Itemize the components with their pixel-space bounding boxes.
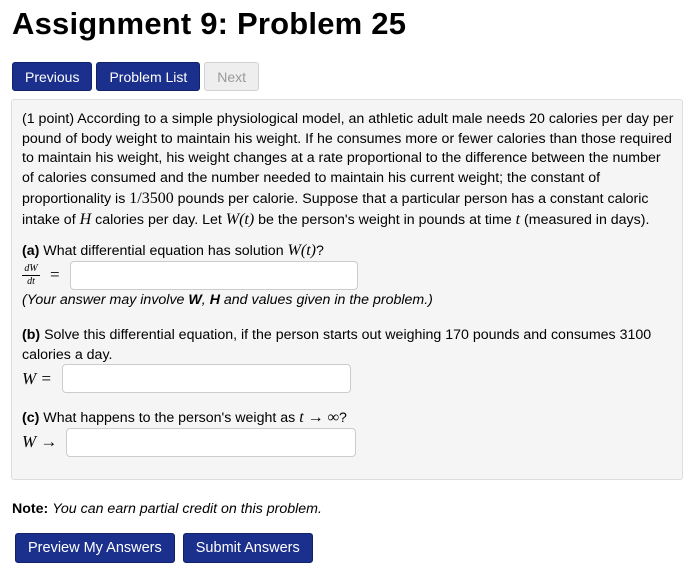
points-label: (1 point)	[22, 111, 75, 127]
part-c-prefix: W →	[22, 432, 58, 451]
part-c-label: (c)	[22, 410, 40, 426]
fraction-denominator: dt	[27, 276, 35, 287]
note-label: Note:	[12, 501, 49, 517]
statement-text-2: pounds per calorie. Suppose that a particular person has a constant caloric intake of	[22, 190, 649, 228]
next-button: Next	[204, 62, 259, 91]
statement-text-1: According to a simple physiological model, an athletic adult male needs 20 calories per day per pound of body weight to maintain his weight. If he consumes more or fewer calories than those required to maintain his weight, his weight changes at a rate proportional to the difference between the number of calories consumed and the number needed to maintain his current weight; the constant of proportionality is	[22, 111, 674, 207]
part-a-question	[22, 242, 324, 260]
answer-actions	[15, 533, 313, 563]
part-a-answer-input[interactable]	[70, 261, 358, 290]
part-a-function: W(t)	[287, 242, 316, 259]
part-a-text: What differential equation has solution	[43, 243, 284, 259]
part-a-label: (a)	[22, 243, 40, 259]
previous-button[interactable]: Previous	[12, 62, 92, 91]
part-b-label: (b)	[22, 327, 41, 343]
proportionality-constant: 1/3500	[129, 189, 174, 207]
part-a-qmark: ?	[315, 243, 324, 259]
partial-credit-note	[12, 501, 322, 517]
preview-answers-button[interactable]: Preview My Answers	[15, 533, 175, 563]
part-c-question	[22, 409, 347, 427]
statement-text-3: calories per day. Let	[95, 211, 222, 228]
fraction-numerator: dW	[22, 264, 40, 276]
derivative-fraction	[22, 264, 40, 287]
hint-comma: ,	[201, 292, 206, 308]
statement-text-5: (measured in days).	[524, 211, 650, 228]
page-title: Assignment 9: Problem 25	[12, 6, 407, 41]
part-a-hint	[22, 292, 433, 308]
note-text: You can earn partial credit on this problem.	[52, 501, 322, 517]
part-b-prefix: W =	[22, 369, 52, 388]
hint-var-w: W	[188, 292, 202, 308]
part-c-text: What happens to the person's weight as	[43, 410, 296, 426]
problem-statement	[22, 110, 674, 230]
var-h: H	[79, 210, 92, 228]
hint-text-end: and values given in the problem.)	[223, 292, 433, 308]
hint-var-h: H	[209, 292, 220, 308]
part-c-answer-input[interactable]	[66, 428, 356, 457]
part-c-qmark: ?	[339, 410, 347, 426]
submit-answers-button[interactable]: Submit Answers	[183, 533, 313, 563]
hint-text: (Your answer may involve	[22, 292, 185, 308]
part-a-equals: =	[50, 265, 60, 284]
statement-text-4: be the person's weight in pounds at time	[258, 211, 512, 228]
weight-function: W(t)	[225, 210, 255, 228]
part-b-answer-input[interactable]	[62, 364, 351, 393]
problem-panel	[11, 99, 683, 480]
part-c-limit: t → ∞	[299, 409, 340, 426]
part-b-question	[22, 325, 672, 365]
var-t: t	[515, 210, 521, 228]
problem-navigation	[12, 62, 259, 91]
part-b-text: Solve this differential equation, if the person starts out weighing 170 pounds and consumes 3100 calories a day.	[22, 327, 652, 363]
problem-list-button[interactable]: Problem List	[96, 62, 200, 91]
